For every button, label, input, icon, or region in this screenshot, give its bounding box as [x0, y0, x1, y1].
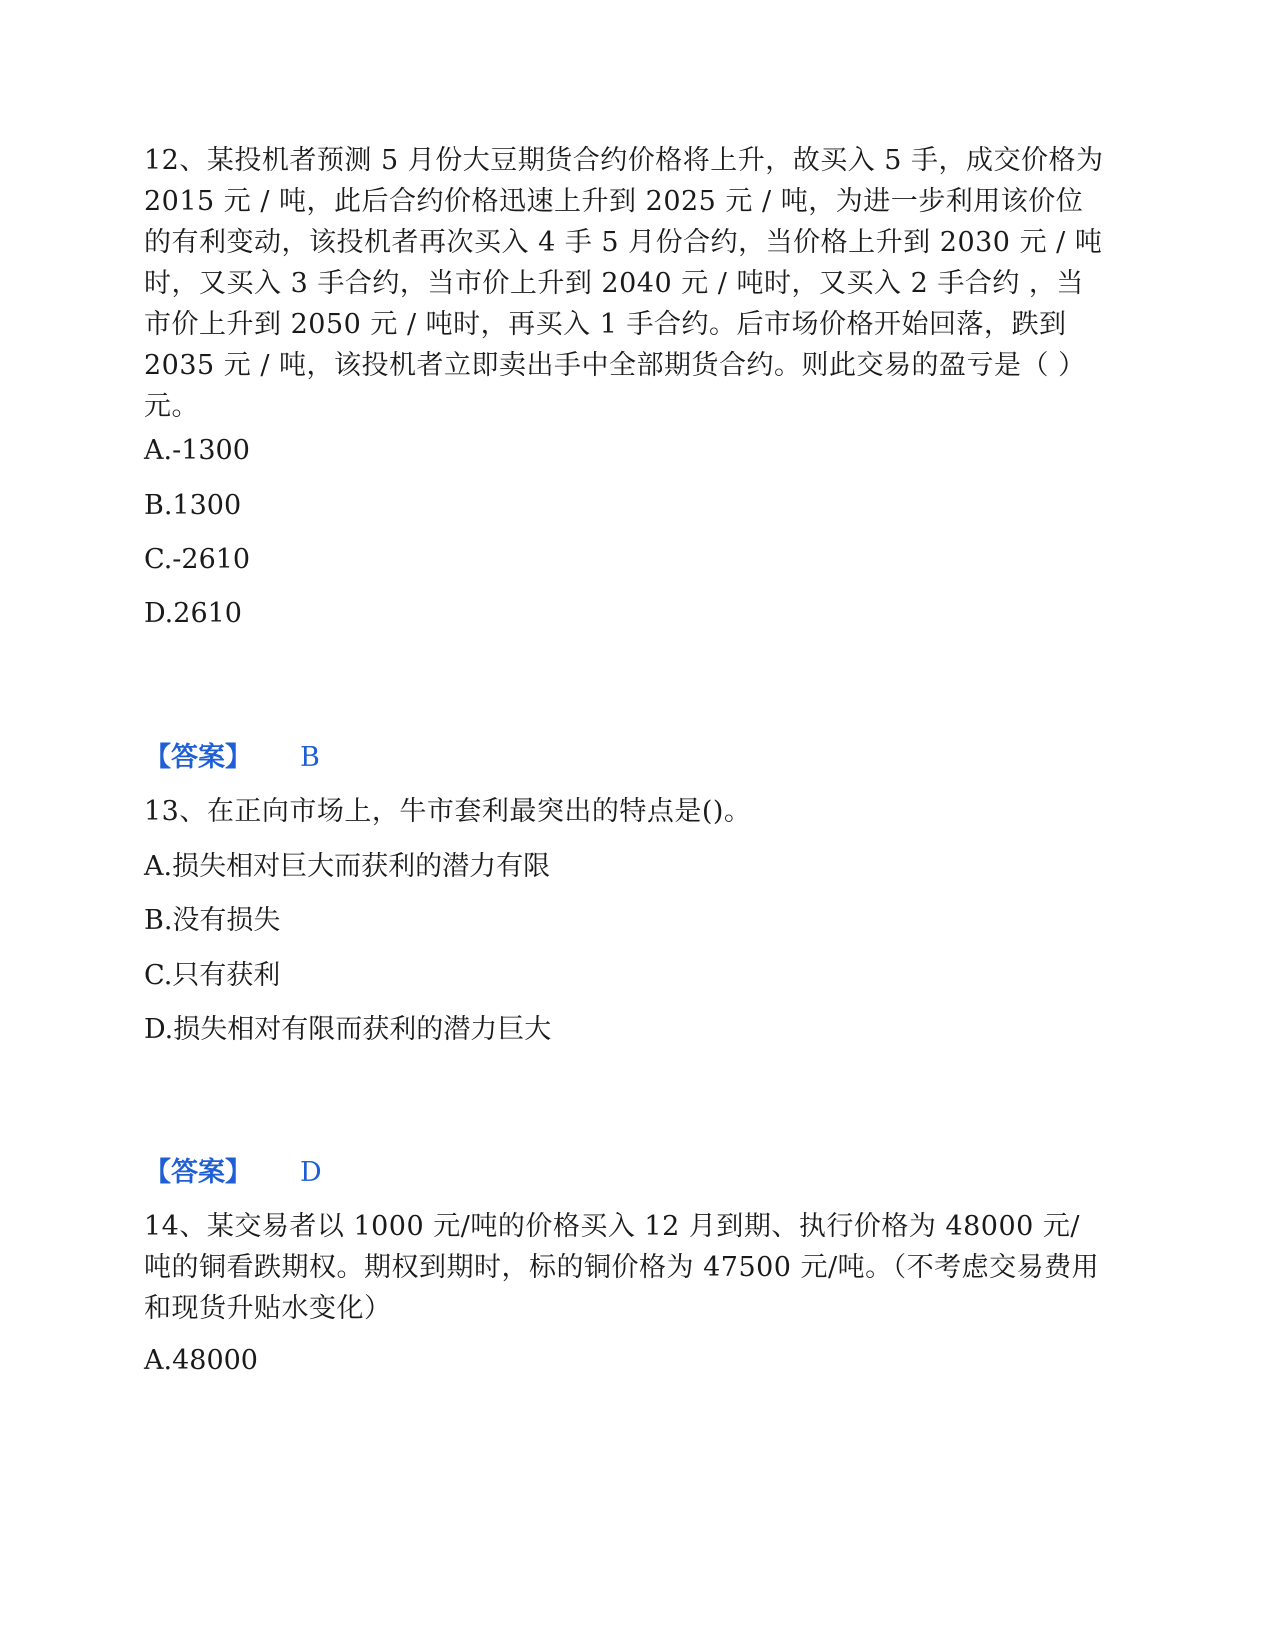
option-c: C.只有获利: [144, 960, 281, 991]
question-stem: 12、某投机者预测 5 月份大豆期货合约价格将上升，故买入 5 手，成交价格为 2015 元 / 吨，此后合约价格迅速上升到 2025 元 / 吨，为进一步利用该价位的有利变动，该投机者再次买入 4 手 5 月份合约，当价格上升到 2030 元 / 吨时，又买入 3 手合约，当市价上升到 2040 元 / 吨时，又买入 2 手合约 ，当市价上升到 2050 元 / 吨时，再买入 1 手合约。后市场价格开始回落，跌到 2035 元 / 吨，该投机者立即卖出手中全部期货合约。则此交易的盈亏是（ ）元。: [144, 145, 1104, 422]
answer-row: [144, 737, 320, 778]
option-d: D.损失相对有限而获利的潜力巨大: [144, 1014, 552, 1045]
question-stem: 13、在正向市场上，牛市套利最突出的特点是()。: [144, 796, 752, 827]
option-c: C.-2610: [144, 544, 251, 575]
answer-row: [144, 1152, 322, 1193]
answer-value: B: [300, 742, 320, 773]
option-b: B.没有损失: [144, 905, 281, 936]
option-b: B.1300: [144, 490, 242, 521]
answer-label: 【答案】: [144, 1157, 252, 1188]
option-a: A.损失相对巨大而获利的潜力有限: [144, 851, 551, 882]
option-a: A.48000: [144, 1345, 258, 1376]
question-12: [144, 140, 1104, 427]
answer-value: D: [300, 1157, 322, 1188]
question-stem: 14、某交易者以 1000 元/吨的价格买入 12 月到期、执行价格为 48000 元/吨的铜看跌期权。期权到期时，标的铜价格为 47500 元/吨。（不考虑交易费用和现货升贴水变化）: [144, 1211, 1100, 1324]
answer-label: 【答案】: [144, 742, 252, 773]
option-d: D.2610: [144, 598, 242, 629]
option-a: A.-1300: [144, 435, 250, 466]
